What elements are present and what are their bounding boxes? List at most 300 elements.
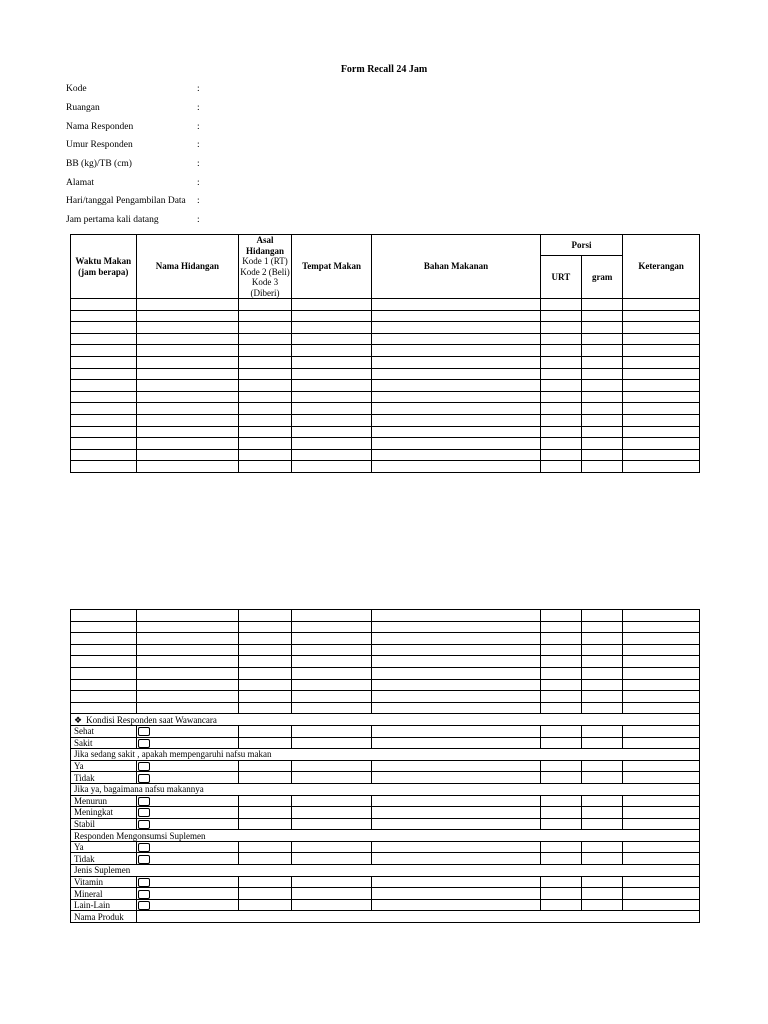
- table-cell[interactable]: [291, 310, 372, 322]
- table-cell[interactable]: [239, 414, 291, 426]
- table-cell[interactable]: [540, 461, 581, 473]
- table-cell[interactable]: [540, 667, 581, 679]
- table-cell[interactable]: [71, 644, 137, 656]
- table-cell[interactable]: [291, 322, 372, 334]
- table-cell[interactable]: [136, 414, 239, 426]
- table-cell: [291, 876, 372, 888]
- table-cell: [291, 841, 372, 853]
- table-row: [71, 449, 700, 461]
- table-cell[interactable]: [623, 403, 700, 415]
- table-cell[interactable]: [291, 621, 372, 633]
- table-cell: [291, 899, 372, 911]
- field-label: BB (kg)/TB (cm): [66, 159, 132, 169]
- table-cell[interactable]: [623, 667, 700, 679]
- field-label: Umur Responden: [66, 140, 133, 150]
- table-cell[interactable]: [540, 426, 581, 438]
- checkbox-ya-suplemen[interactable]: [138, 843, 150, 852]
- table-cell[interactable]: [623, 656, 700, 668]
- table-cell[interactable]: [71, 403, 137, 415]
- table-row: [71, 644, 700, 656]
- checkbox-sakit[interactable]: [138, 739, 150, 748]
- table-cell[interactable]: [239, 656, 291, 668]
- checkbox-cell[interactable]: [136, 818, 239, 830]
- table-cell[interactable]: [623, 345, 700, 357]
- table-cell[interactable]: [136, 333, 239, 345]
- table-cell[interactable]: [71, 449, 137, 461]
- table-cell[interactable]: [623, 702, 700, 714]
- table-cell[interactable]: [291, 426, 372, 438]
- field-hari-tanggal[interactable]: [66, 194, 200, 208]
- table-cell[interactable]: [582, 621, 623, 633]
- table-cell[interactable]: [71, 345, 137, 357]
- table-cell[interactable]: [239, 299, 291, 311]
- table-cell: [239, 876, 291, 888]
- field-nama-responden[interactable]: [66, 120, 200, 134]
- table-cell: [540, 899, 581, 911]
- table-cell: [623, 795, 700, 807]
- table-cell[interactable]: [372, 449, 540, 461]
- table-cell[interactable]: [540, 345, 581, 357]
- checkbox-vitamin[interactable]: [138, 878, 150, 887]
- field-kode[interactable]: [66, 82, 200, 96]
- table-cell[interactable]: [623, 438, 700, 450]
- checkbox-cell[interactable]: [136, 853, 239, 865]
- table-cell[interactable]: [372, 679, 540, 691]
- table-cell[interactable]: [540, 438, 581, 450]
- table-cell[interactable]: [372, 633, 540, 645]
- checkbox-lain-lain[interactable]: [138, 901, 150, 910]
- table-cell[interactable]: [540, 449, 581, 461]
- table-cell: [239, 888, 291, 900]
- table-cell[interactable]: [291, 345, 372, 357]
- table-row: [71, 414, 700, 426]
- table-cell: [623, 760, 700, 772]
- table-cell[interactable]: [136, 438, 239, 450]
- table-cell[interactable]: [136, 403, 239, 415]
- option-row-vitamin: [71, 876, 700, 888]
- table-cell: [623, 899, 700, 911]
- table-cell[interactable]: [540, 610, 581, 622]
- table-cell[interactable]: [623, 380, 700, 392]
- option-label: Meningkat: [71, 807, 137, 819]
- table-cell[interactable]: [540, 633, 581, 645]
- table-cell[interactable]: [291, 691, 372, 703]
- table-cell[interactable]: [136, 356, 239, 368]
- field-colon: :: [197, 215, 200, 225]
- table-cell[interactable]: [71, 667, 137, 679]
- table-cell[interactable]: [372, 403, 540, 415]
- table-cell[interactable]: [372, 667, 540, 679]
- table-cell[interactable]: [71, 414, 137, 426]
- table-cell[interactable]: [372, 356, 540, 368]
- recall-table-bottom: [70, 609, 700, 923]
- table-cell[interactable]: [239, 691, 291, 703]
- field-colon: :: [197, 103, 200, 113]
- table-cell[interactable]: [136, 621, 239, 633]
- table-cell[interactable]: [291, 368, 372, 380]
- table-cell[interactable]: [71, 426, 137, 438]
- table-cell[interactable]: [372, 461, 540, 473]
- table-cell[interactable]: [239, 621, 291, 633]
- table-cell: [372, 725, 540, 737]
- table-cell[interactable]: [582, 691, 623, 703]
- table-cell[interactable]: [239, 310, 291, 322]
- table-cell[interactable]: [291, 380, 372, 392]
- table-cell[interactable]: [582, 610, 623, 622]
- table-cell[interactable]: [71, 322, 137, 334]
- table-row: [71, 633, 700, 645]
- table-cell[interactable]: [372, 333, 540, 345]
- table-cell[interactable]: [136, 691, 239, 703]
- table-cell[interactable]: [623, 322, 700, 334]
- table-cell[interactable]: [372, 299, 540, 311]
- table-cell[interactable]: [239, 438, 291, 450]
- table-cell[interactable]: [540, 356, 581, 368]
- field-jam-datang[interactable]: [66, 213, 200, 227]
- table-cell: [239, 807, 291, 819]
- table-cell[interactable]: [623, 426, 700, 438]
- table-cell[interactable]: [582, 449, 623, 461]
- table-cell[interactable]: [136, 679, 239, 691]
- table-bottom-body: [71, 610, 700, 714]
- checkbox-cell[interactable]: [136, 772, 239, 784]
- checkbox-stabil[interactable]: [138, 820, 150, 829]
- table-cell[interactable]: [291, 633, 372, 645]
- table-cell[interactable]: [582, 403, 623, 415]
- checkbox-ya[interactable]: [138, 762, 150, 771]
- checkbox-meningkat[interactable]: [138, 808, 150, 817]
- table-cell[interactable]: [71, 356, 137, 368]
- table-cell[interactable]: [291, 414, 372, 426]
- table-row: [71, 667, 700, 679]
- table-cell[interactable]: [136, 656, 239, 668]
- table-cell[interactable]: [136, 322, 239, 334]
- table-cell[interactable]: [239, 391, 291, 403]
- table-cell[interactable]: [71, 368, 137, 380]
- table-cell[interactable]: [291, 667, 372, 679]
- table-cell[interactable]: [291, 438, 372, 450]
- table-cell: [372, 818, 540, 830]
- table-cell[interactable]: [540, 310, 581, 322]
- field-colon: :: [197, 84, 200, 94]
- table-cell[interactable]: [291, 644, 372, 656]
- table-cell: [372, 772, 540, 784]
- table-cell[interactable]: [623, 356, 700, 368]
- table-cell[interactable]: [540, 644, 581, 656]
- table-row: [71, 702, 700, 714]
- option-row-ya: [71, 760, 700, 772]
- checkbox-cell[interactable]: [136, 725, 239, 737]
- table-cell: [582, 876, 623, 888]
- table-cell[interactable]: [623, 414, 700, 426]
- table-cell[interactable]: [623, 610, 700, 622]
- table-cell[interactable]: [582, 356, 623, 368]
- table-cell[interactable]: [540, 391, 581, 403]
- checkbox-cell[interactable]: [136, 876, 239, 888]
- table-cell[interactable]: [239, 679, 291, 691]
- table-cell[interactable]: [540, 679, 581, 691]
- table-cell: [540, 795, 581, 807]
- table-cell[interactable]: [136, 391, 239, 403]
- table-cell[interactable]: [582, 426, 623, 438]
- table-cell[interactable]: [291, 356, 372, 368]
- table-cell: [291, 888, 372, 900]
- checkbox-tidak-suplemen[interactable]: [138, 855, 150, 864]
- nama-produk-label: Nama Produk: [71, 911, 137, 923]
- table-cell[interactable]: [136, 449, 239, 461]
- table-cell[interactable]: [136, 310, 239, 322]
- checkbox-cell[interactable]: [136, 795, 239, 807]
- table-cell[interactable]: [372, 610, 540, 622]
- table-cell[interactable]: [372, 702, 540, 714]
- table-cell: [582, 899, 623, 911]
- table-cell[interactable]: [136, 644, 239, 656]
- checkbox-cell[interactable]: [136, 841, 239, 853]
- checkbox-cell[interactable]: [136, 760, 239, 772]
- table-cell[interactable]: [136, 461, 239, 473]
- table-cell[interactable]: [71, 610, 137, 622]
- table-cell[interactable]: [71, 391, 137, 403]
- table-cell[interactable]: [372, 656, 540, 668]
- header-bahan-makanan: Bahan Makanan: [372, 235, 540, 299]
- table-cell[interactable]: [540, 333, 581, 345]
- table-cell[interactable]: [291, 449, 372, 461]
- option-label: Tidak: [71, 772, 137, 784]
- table-cell[interactable]: [540, 322, 581, 334]
- table-cell[interactable]: [291, 299, 372, 311]
- table-cell[interactable]: [372, 368, 540, 380]
- table-cell[interactable]: [540, 702, 581, 714]
- table-cell[interactable]: [71, 310, 137, 322]
- table-cell[interactable]: [71, 633, 137, 645]
- table-cell: [239, 772, 291, 784]
- table-cell: [239, 841, 291, 853]
- table-cell: [372, 853, 540, 865]
- field-alamat[interactable]: [66, 176, 200, 190]
- table-cell[interactable]: [540, 621, 581, 633]
- table-cell[interactable]: [372, 438, 540, 450]
- table-cell[interactable]: [291, 333, 372, 345]
- table-cell[interactable]: [71, 679, 137, 691]
- table-cell[interactable]: [291, 610, 372, 622]
- table-cell[interactable]: [291, 403, 372, 415]
- table-cell[interactable]: [582, 333, 623, 345]
- table-cell[interactable]: [540, 414, 581, 426]
- table-cell[interactable]: [623, 310, 700, 322]
- question-suplemen: Responden Mengonsumsi Suplemen: [71, 830, 700, 842]
- table-cell[interactable]: [623, 333, 700, 345]
- checkbox-cell[interactable]: [136, 899, 239, 911]
- table-cell[interactable]: [582, 633, 623, 645]
- table-cell[interactable]: [239, 380, 291, 392]
- table-cell: [540, 876, 581, 888]
- table-cell[interactable]: [136, 299, 239, 311]
- table-cell[interactable]: [239, 702, 291, 714]
- table-cell[interactable]: [540, 691, 581, 703]
- table-cell[interactable]: [623, 621, 700, 633]
- table-cell[interactable]: [136, 345, 239, 357]
- table-cell: [623, 876, 700, 888]
- table-cell[interactable]: [291, 679, 372, 691]
- table-cell[interactable]: [136, 368, 239, 380]
- table-cell[interactable]: [71, 691, 137, 703]
- table-cell[interactable]: [540, 380, 581, 392]
- table-cell[interactable]: [582, 368, 623, 380]
- table-cell[interactable]: [623, 644, 700, 656]
- table-cell[interactable]: [582, 702, 623, 714]
- table-cell[interactable]: [71, 438, 137, 450]
- table-cell[interactable]: [540, 656, 581, 668]
- table-cell: [239, 899, 291, 911]
- table-cell[interactable]: [582, 414, 623, 426]
- table-cell: [239, 818, 291, 830]
- table-cell[interactable]: [623, 633, 700, 645]
- table-cell[interactable]: [291, 702, 372, 714]
- table-cell[interactable]: [71, 333, 137, 345]
- table-cell: [291, 737, 372, 749]
- table-cell[interactable]: [582, 656, 623, 668]
- table-cell[interactable]: [372, 414, 540, 426]
- kode-2-label: Kode 2 (Beli): [240, 266, 290, 277]
- asal-hidangan-title: Asal Hidangan: [246, 235, 285, 256]
- table-cell[interactable]: [540, 403, 581, 415]
- table-cell[interactable]: [291, 461, 372, 473]
- table-cell[interactable]: [582, 380, 623, 392]
- table-cell[interactable]: [372, 691, 540, 703]
- table-cell[interactable]: [582, 679, 623, 691]
- table-cell[interactable]: [136, 426, 239, 438]
- table-cell[interactable]: [372, 621, 540, 633]
- table-cell[interactable]: [239, 644, 291, 656]
- table-row: [71, 299, 700, 311]
- table-cell: [623, 888, 700, 900]
- option-row-sakit: [71, 737, 700, 749]
- table-cell[interactable]: [239, 667, 291, 679]
- table-cell[interactable]: [239, 426, 291, 438]
- table-cell[interactable]: [136, 610, 239, 622]
- table-cell[interactable]: [136, 633, 239, 645]
- table-cell[interactable]: [239, 356, 291, 368]
- table-cell[interactable]: [71, 621, 137, 633]
- table-cell[interactable]: [239, 461, 291, 473]
- table-cell[interactable]: [71, 702, 137, 714]
- table-cell[interactable]: [540, 299, 581, 311]
- table-cell[interactable]: [136, 702, 239, 714]
- checkbox-tidak[interactable]: [138, 774, 150, 783]
- checkbox-sehat[interactable]: [138, 727, 150, 736]
- table-cell[interactable]: [372, 426, 540, 438]
- table-cell[interactable]: [239, 368, 291, 380]
- question-nafsu-makan: Jika sedang sakit , apakah mempengaruhi nafsu makan: [71, 749, 700, 761]
- table-cell: [372, 841, 540, 853]
- option-label: Tidak: [71, 853, 137, 865]
- field-bb-tb[interactable]: [66, 157, 200, 171]
- table-cell[interactable]: [239, 449, 291, 461]
- table-cell[interactable]: [582, 299, 623, 311]
- table-cell[interactable]: [239, 633, 291, 645]
- header-gram: gram: [582, 256, 623, 299]
- header-tempat-makan: Tempat Makan: [291, 235, 372, 299]
- checkbox-cell[interactable]: [136, 888, 239, 900]
- table-cell: [372, 807, 540, 819]
- table-cell: [372, 737, 540, 749]
- field-ruangan[interactable]: [66, 101, 200, 115]
- checkbox-cell[interactable]: [136, 807, 239, 819]
- table-cell: [291, 795, 372, 807]
- table-cell[interactable]: [239, 345, 291, 357]
- table-cell[interactable]: [136, 667, 239, 679]
- table-cell: [540, 818, 581, 830]
- option-label: Vitamin: [71, 876, 137, 888]
- table-cell[interactable]: [623, 691, 700, 703]
- table-cell[interactable]: [623, 461, 700, 473]
- table-cell[interactable]: [136, 380, 239, 392]
- table-cell[interactable]: [239, 322, 291, 334]
- table-row: [71, 610, 700, 622]
- table-cell[interactable]: [239, 610, 291, 622]
- option-row-meningkat: [71, 807, 700, 819]
- table-cell[interactable]: [372, 644, 540, 656]
- table-cell[interactable]: [540, 368, 581, 380]
- option-label: Stabil: [71, 818, 137, 830]
- checkbox-mineral[interactable]: [138, 890, 150, 899]
- table-cell[interactable]: [623, 299, 700, 311]
- table-cell[interactable]: [623, 368, 700, 380]
- table-cell[interactable]: [582, 461, 623, 473]
- kode-1-label: Kode 1 (RT): [242, 256, 288, 266]
- table-cell[interactable]: [71, 380, 137, 392]
- diamond-bullet-icon: ❖: [74, 714, 83, 725]
- table-cell: [291, 725, 372, 737]
- table-cell: [291, 772, 372, 784]
- table-cell[interactable]: [582, 322, 623, 334]
- table-cell[interactable]: [623, 391, 700, 403]
- table-cell[interactable]: [623, 679, 700, 691]
- table-cell[interactable]: [582, 391, 623, 403]
- table-cell[interactable]: [372, 380, 540, 392]
- table-cell: [291, 853, 372, 865]
- table-row: [71, 391, 700, 403]
- table-cell[interactable]: [71, 656, 137, 668]
- table-cell[interactable]: [239, 403, 291, 415]
- table-cell[interactable]: [623, 449, 700, 461]
- table-cell[interactable]: [582, 310, 623, 322]
- field-umur-responden[interactable]: [66, 138, 200, 152]
- checkbox-menurun[interactable]: [138, 797, 150, 806]
- table-cell[interactable]: [71, 461, 137, 473]
- table-cell: [372, 795, 540, 807]
- table-cell[interactable]: [372, 310, 540, 322]
- field-label: Kode: [66, 84, 87, 94]
- table-cell[interactable]: [291, 656, 372, 668]
- table-cell[interactable]: [239, 333, 291, 345]
- field-label: Hari/tanggal Pengambilan Data: [66, 196, 186, 206]
- table-cell[interactable]: [291, 391, 372, 403]
- kondisi-title-row: [71, 714, 700, 726]
- table-cell[interactable]: [582, 667, 623, 679]
- checkbox-cell[interactable]: [136, 737, 239, 749]
- table-cell[interactable]: [372, 345, 540, 357]
- table-cell[interactable]: [582, 644, 623, 656]
- table-cell[interactable]: [71, 299, 137, 311]
- table-cell[interactable]: [582, 345, 623, 357]
- nama-produk-input[interactable]: [136, 911, 699, 923]
- question-bagaimana: Jika ya, bagaimana nafsu makannya: [71, 783, 700, 795]
- table-row: [71, 438, 700, 450]
- table-cell[interactable]: [582, 438, 623, 450]
- table-cell[interactable]: [372, 391, 540, 403]
- table-cell[interactable]: [372, 322, 540, 334]
